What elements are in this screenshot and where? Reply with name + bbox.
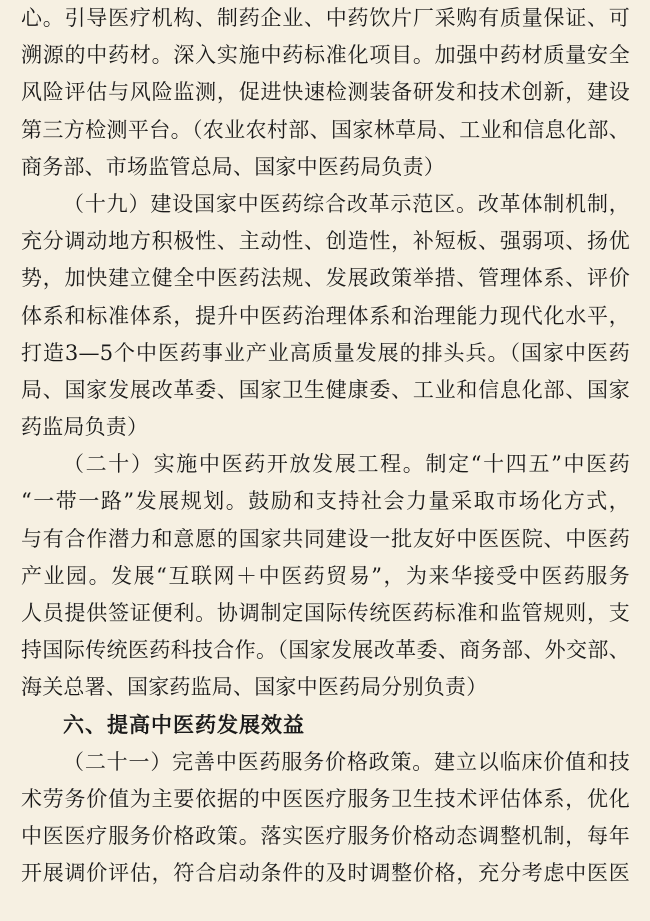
paragraph-line: 打造3—5个中医药事业产业高质量发展的排头兵。（国家中医药: [21, 340, 630, 365]
paragraph-line: 术劳务价值为主要依据的中医医疗服务卫生技术评估体系，优化: [21, 786, 630, 811]
paragraph-line: 体系和标准体系，提升中医药治理体系和治理能力现代化水平，: [21, 303, 630, 328]
paragraph-line: 势，加快建立健全中医药法规、发展政策举措、管理体系、评价: [21, 266, 630, 291]
section-heading: 六、提高中医药发展效益: [63, 712, 305, 737]
paragraph-line: “一带一路”发展规划。鼓励和支持社会力量采取市场化方式，: [21, 489, 630, 514]
paragraph-line: 开展调价评估，符合启动条件的及时调整价格，充分考虑中医医: [21, 861, 630, 886]
paragraph-line: 第三方检测平台。（农业农村部、国家林草局、工业和信息化部、: [21, 117, 630, 142]
paragraph-line: 局、国家发展改革委、国家卫生健康委、工业和信息化部、国家: [21, 377, 630, 402]
paragraph-line: 人员提供签证便利。协调制定国际传统医药标准和监管规则，支: [21, 601, 630, 625]
paragraph-line: 药监局负责）: [21, 415, 149, 440]
paragraph-line: 持国际传统医药科技合作。（国家发展改革委、商务部、外交部、: [21, 638, 630, 663]
paragraph-line: 商务部、市场监管总局、国家中医药局负责）: [21, 154, 445, 179]
paragraph-line: （十九）建设国家中医药综合改革示范区。改革体制机制，: [63, 191, 630, 216]
paragraph-line: （二十）实施中医药开放发展工程。制定“十四五”中医药: [63, 452, 630, 477]
paragraph-line: 中医医疗服务价格政策。落实医疗服务价格动态调整机制，每年: [21, 824, 630, 849]
paragraph-line: 海关总署、国家药监局、国家中医药局分别负责）: [21, 675, 488, 700]
paragraph-line: 产业园。发展“互联网＋中医药贸易”，为来华接受中医药服务: [21, 563, 630, 588]
paragraph-line: 充分调动地方积极性、主动性、创造性，补短板、强弱项、扬优: [21, 229, 630, 254]
paragraph-line: 心。引导医疗机构、制药企业、中药饮片厂采购有质量保证、可: [21, 6, 630, 30]
paragraph-line: 溯源的中药材。深入实施中药标准化项目。加强中药材质量安全: [21, 43, 630, 68]
document-body: [21, 0, 630, 893]
paragraph-line: 与有合作潜力和意愿的国家共同建设一批友好中医医院、中医药: [21, 526, 630, 551]
paragraph-line: （二十一）完善中医药服务价格政策。建立以临床价值和技: [63, 749, 630, 774]
paragraph-line: 风险评估与风险监测，促进快速检测装备研发和技术创新，建设: [21, 80, 630, 105]
